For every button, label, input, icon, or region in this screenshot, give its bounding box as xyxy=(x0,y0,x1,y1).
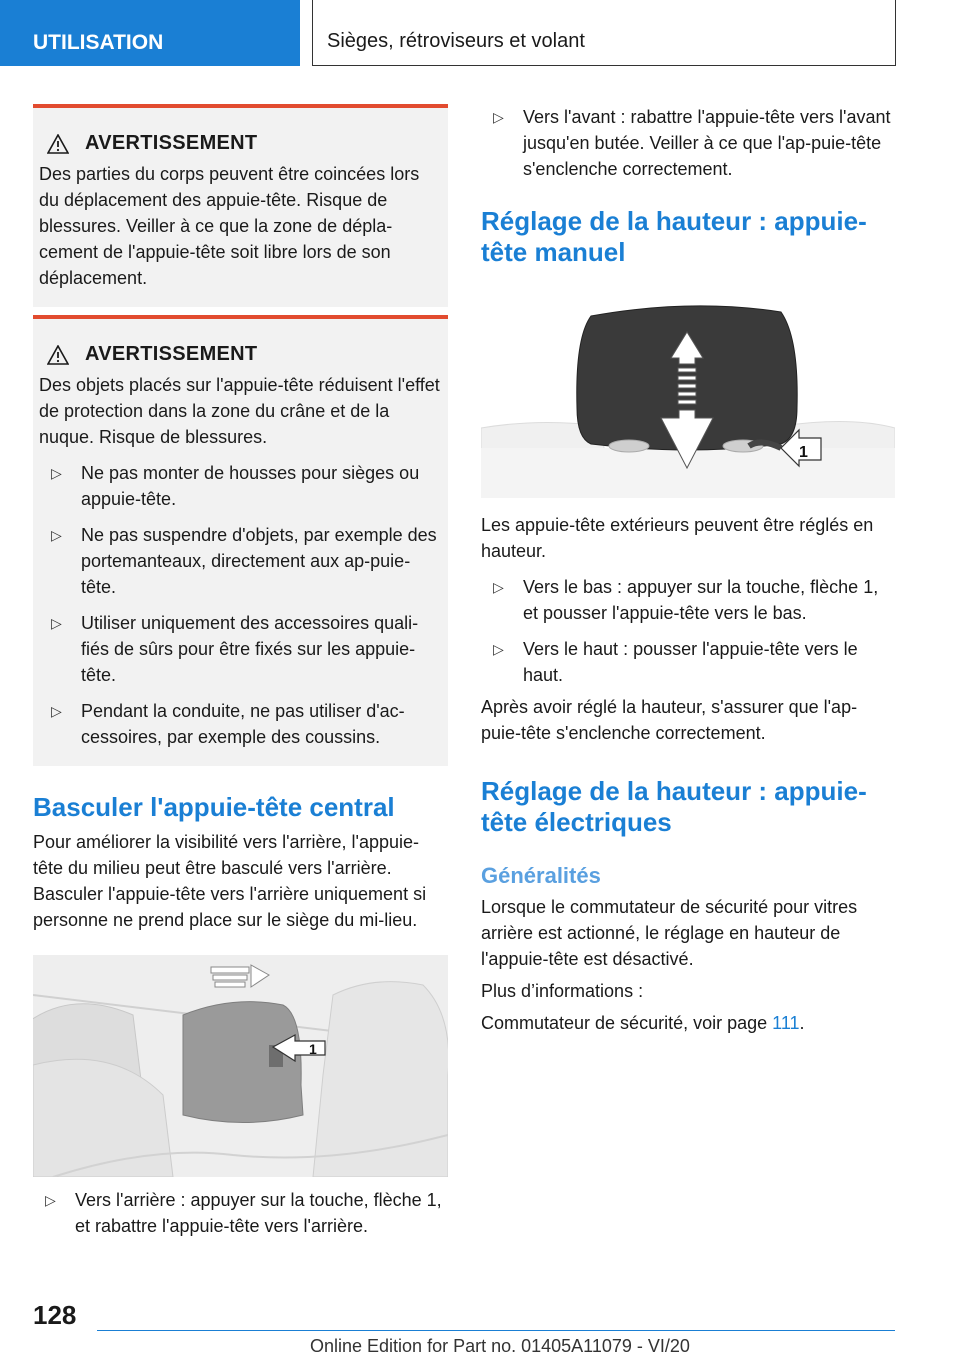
bullet-triangle-icon: ▷ xyxy=(493,109,504,125)
list-item: ▷ Utiliser uniquement des accessoires quali-fiés de sûrs pour être fixés sur les appuie-tête. xyxy=(39,610,440,688)
bullet-triangle-icon: ▷ xyxy=(51,615,62,631)
manual-headrest-illustration xyxy=(481,298,895,498)
warning-text: Des parties du corps peuvent être coincées lors du déplacement des appuie-tête. Risque de blessures. Veiller à ce que la zone de dépla-cement de l'appuie-tête soit libre lors de son déplacement. xyxy=(39,164,420,288)
figure-label: 1 xyxy=(799,444,808,461)
warning-list xyxy=(39,460,440,750)
manual-headrest-figure xyxy=(481,298,895,498)
page-reference-link[interactable]: 111 xyxy=(772,1013,800,1033)
section-tab: UTILISATION xyxy=(0,0,300,66)
more-info: Plus d’informations : xyxy=(481,981,644,1001)
section-heading: Basculer l'appuie-tête central xyxy=(33,792,395,822)
section-heading: Réglage de la hauteur : appuie-tête manuel xyxy=(481,206,867,267)
section-text: Lorsque le commutateur de sécurité pour vitres arrière est actionné, le réglage en hauteur de l'appuie-tête est désactivé. xyxy=(481,897,858,969)
footer-divider xyxy=(97,1330,895,1331)
bullet-triangle-icon: ▷ xyxy=(51,465,62,481)
central-headrest-illustration xyxy=(33,955,448,1177)
cross-reference: Commutateur de sécurité, voir page 111. xyxy=(481,1013,805,1033)
subsection-heading: Généralités xyxy=(481,863,601,888)
figure-label: 1 xyxy=(309,1041,317,1057)
intro-list xyxy=(481,104,895,182)
central-list xyxy=(33,1187,448,1239)
left-column xyxy=(33,104,448,1239)
warning-text: Des objets placés sur l'appuie-tête réduisent l'effet de protection dans la zone du crâne et de la nuque. Risque de blessures. xyxy=(39,375,440,447)
page-header xyxy=(0,0,960,66)
warning-triangle-icon xyxy=(47,345,69,365)
section-text: Les appuie-tête extérieurs peuvent être réglés en hauteur. xyxy=(481,515,874,561)
section-text: Pour améliorer la visibilité vers l'arrière, l'appuie-tête du milieu peut être basculé vers l'arrière. Basculer l'appuie-tête vers l'arrière uniquement si personne ne prend place sur le siège du mi-lieu. xyxy=(33,832,427,930)
warning-box-2 xyxy=(33,315,448,766)
list-item: ▷ Pendant la conduite, ne pas utiliser d'ac-cessoires, par exemple des coussins. xyxy=(39,698,440,750)
list-item: ▷ Vers l'avant : rabattre l'appuie-tête vers l'avant jusqu'en butée. Veiller à ce que l'ap-puie-tête s'enclenche correctement. xyxy=(481,104,895,182)
page-number: 128 xyxy=(33,1300,77,1330)
warning-triangle-icon xyxy=(47,134,69,154)
edition-text: Online Edition for Part no. 01405A11079 - VI/20 xyxy=(310,1336,690,1356)
list-item: ▷ Ne pas monter de housses pour sièges ou appuie-tête. xyxy=(39,460,440,512)
warning-box-1 xyxy=(33,104,448,307)
warning-title: AVERTISSEMENT xyxy=(39,132,440,155)
manual-list xyxy=(481,574,895,688)
central-headrest-figure xyxy=(33,955,448,1177)
bullet-triangle-icon: ▷ xyxy=(51,527,62,543)
list-item: ▷ Vers le haut : pousser l'appuie-tête vers le haut. xyxy=(481,636,895,688)
list-item: ▷ Vers l'arrière : appuyer sur la touche, flèche 1, et rabattre l'appuie-tête vers l'arrière. xyxy=(33,1187,448,1239)
section-heading: Réglage de la hauteur : appuie-tête électriques xyxy=(481,776,867,837)
list-item: ▷ Ne pas suspendre d'objets, par exemple des portemanteaux, directement aux ap-puie-tête. xyxy=(39,522,440,600)
chapter-title: Sièges, rétroviseurs et volant xyxy=(312,0,896,66)
bullet-triangle-icon: ▷ xyxy=(45,1192,56,1208)
bullet-triangle-icon: ▷ xyxy=(493,641,504,657)
list-item: ▷ Vers le bas : appuyer sur la touche, flèche 1, et pousser l'appuie-tête vers le bas. xyxy=(481,574,895,626)
bullet-triangle-icon: ▷ xyxy=(51,703,62,719)
bullet-triangle-icon: ▷ xyxy=(493,579,504,595)
section-text: Après avoir réglé la hauteur, s'assurer que l'ap-puie-tête s'enclenche correctement. xyxy=(481,697,858,743)
right-column xyxy=(481,104,895,1036)
warning-title: AVERTISSEMENT xyxy=(39,343,440,366)
